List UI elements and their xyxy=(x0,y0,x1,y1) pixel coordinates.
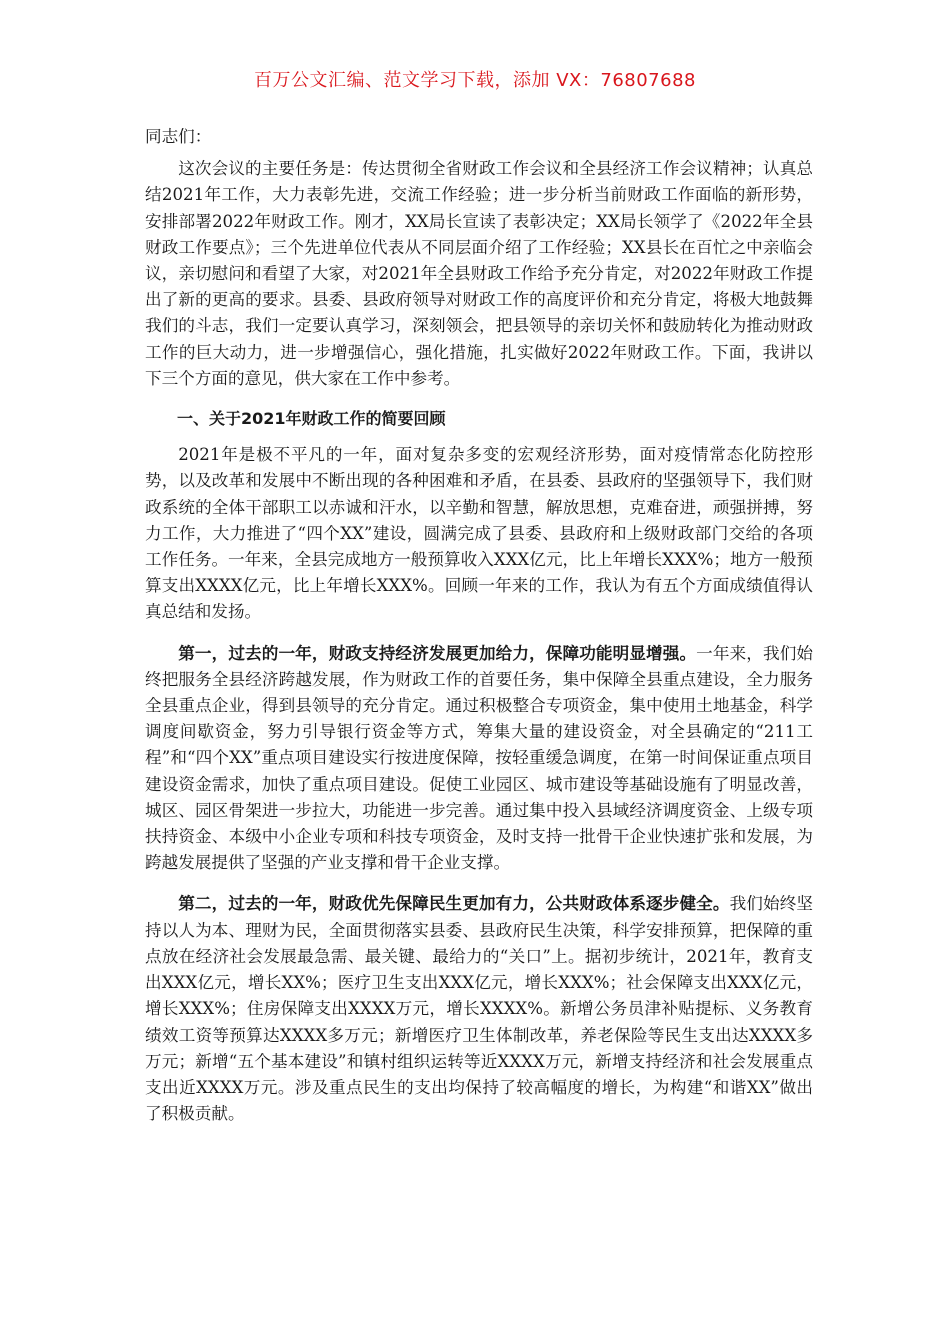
section-heading-1: 一、关于2021年财政工作的简要回顾 xyxy=(177,409,446,429)
salutation: 同志们： xyxy=(145,127,212,146)
document-body xyxy=(145,124,813,1133)
point1-body: 一年来，我们始终把服务全县经济跨越发展，作为财政工作的首要任务，集中保障全县重点建设，全力服务全县重点企业，得到县领导的充分肯定。通过积极整合专项资金，集中使用土地基金，科学调度间歇资金，努力引导银行资金等方式，筹集大量的建设资金，对全县确定的“211工程”和“四个XX”重点项目建设实行按进度保障，按轻重缓急调度，在第一时间保证重点项目建设资金需求，加快了重点项目建设。促使工业园区、城市建设等基础设施有了明显改善，城区、园区骨架进一步拉大，功能进一步完善。通过集中投入县域经济调度资金、上级专项扶持资金、本级中小企业专项和科技专项资金，及时支持一批骨干企业快速扩张和发展，为跨越发展提供了坚强的产业支撑和骨干企业支撑。 xyxy=(145,643,814,873)
point1-lead: 第一，过去的一年，财政支持经济发展更加给力，保障功能明显增强。 xyxy=(178,642,697,663)
point2-body: 我们始终坚持以人为本、理财为民，全面贯彻落实县委、县政府民生决策，科学安排预算，把保障的重点放在经济社会发展最急需、最关键、最给力的“关口”上。据初步统计，2021年，教育支出XXX亿元，增长XX%；医疗卫生支出XXX亿元，增长XXX%；社会保障支出XXX亿元，增长XXX%；住房保障支出XXXX万元，增长XXXX%。新增公务员津补贴提标、义务教育绩效工资等预算达XXXX多万元；新增医疗卫生体制改革，养老保险等民生支出达XXXX多万元；新增“五个基本建设”和镇村组织运转等近XXXX万元，新增支持经济和社会发展重点支出近XXXX万元。涉及重点民生的支出均保持了较高幅度的增长，为构建“和谐XX”做出了积极贡献。 xyxy=(145,894,814,1124)
point2-paragraph xyxy=(145,890,813,1127)
intro-paragraph: 这次会议的主要任务是：传达贯彻全省财政工作会议和全县经济工作会议精神；认真总结2021年工作，大力表彰先进，交流工作经验；进一步分析当前财政工作面临的新形势，安排部署2022年财政工作。刚才，XX局长宣读了表彰决定；XX局长领学了《2022年全县财政工作要点》；三个先进单位代表从不同层面介绍了工作经验；XX县长在百忙之中亲临会议，亲切慰问和看望了大家，对2021年全县财政工作给予充分肯定，对2022年财政工作提出了新的更高的要求。县委、县政府领导对财政工作的高度评价和充分肯定，将极大地鼓舞我们的斗志，我们一定要认真学习，深刻领会，把县领导的亲切关怀和鼓励转化为推动财政工作的巨大动力，进一步增强信心，强化措施，扎实做好2022年财政工作。下面，我讲以下三个方面的意见，供大家在工作中参考。 xyxy=(145,159,813,388)
watermark-banner: 百万公文汇编、范文学习下载，添加 VX：76807688 xyxy=(254,70,696,91)
point2-lead: 第二，过去的一年，财政优先保障民生更加有力，公共财政体系逐步健全。 xyxy=(178,893,730,914)
section1-paragraph: 2021年是极不平凡的一年，面对复杂多变的宏观经济形势，面对疫情常态化防控形势，以及改革和发展中不断出现的各种困难和矛盾，在县委、县政府的坚强领导下，我们财政系统的全体干部职工以赤诚和汗水，以辛勤和智慧，解放思想，克难奋进，顽强拼搏，努力工作，大力推进了“四个XX”建设，圆满完成了县委、县政府和上级财政部门交给的各项工作任务。一年来，全县完成地方一般预算收入XXX亿元，比上年增长XXX%；地方一般预算支出XXXX亿元，比上年增长XXX%。回顾一年来的工作，我认为有五个方面成绩值得认真总结和发扬。 xyxy=(145,445,813,622)
point1-paragraph xyxy=(145,640,813,877)
